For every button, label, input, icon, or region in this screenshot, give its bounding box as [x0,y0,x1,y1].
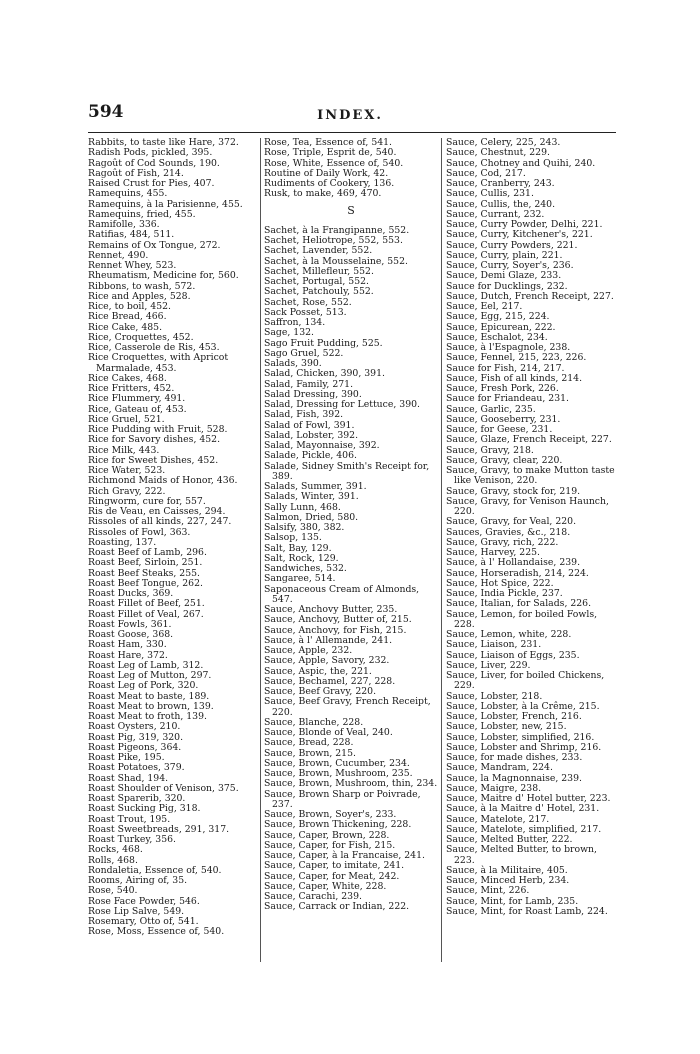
index-entry: Rheumatism, Medicine for, 560. [88,270,239,282]
index-entry: Sauce, Anchovy, for Fish, 215. [264,624,407,636]
index-entry: Richmond Maids of Honor, 436. [88,475,238,487]
index-entry: Sauce, Matelote, 217. [446,813,550,825]
index-entry: Roast Trout, 195. [88,813,171,825]
index-entry: Sauce, à la Maitre d' Hotel, 231. [446,803,600,815]
index-entry: Rice, Casserole de Ris, 453. [88,342,220,353]
index-entry: Sauces, Gravies, &c., 218. [446,526,571,538]
header-rule [88,132,616,133]
index-entry: Roast Meat to froth, 139. [88,711,207,722]
index-entry: Rice Croquettes, with Apricot Marmalade, 453. [88,352,229,374]
index-entry: Rice Fritters, 452. [88,383,175,394]
index-entry: Sauce, Curry, Kitchener's, 221. [446,229,593,241]
index-entry: Roast Beef of Lamb, 296. [88,547,207,558]
index-entry: Salad, Mayonnaise, 392. [264,440,380,451]
index-entry: Sandwiches, 532. [264,563,347,574]
index-entry: Sauce, Beef Gravy, 220. [264,686,377,697]
index-entry: Sauce, Liaison of Eggs, 235. [446,649,580,661]
index-entry: Sauce, Lemon, white, 228. [446,629,572,640]
index-entry: Sachet, Patchouly, 552. [264,286,374,298]
index-entry: Routine of Daily Work, 42. [264,167,389,179]
index-entry: Sauce, Cod, 217. [446,167,526,179]
index-entry: Sauce, Cullis, 231. [446,188,534,200]
index-entry: Roasting, 137. [88,536,157,548]
index-entry: Salads, Summer, 391. [264,481,367,492]
index-entry: Sauce, Gravy, rich, 222. [446,536,559,548]
index-entry: Sauce, Melted Butter, 222. [446,834,573,845]
column-divider [260,138,261,962]
index-entry: Salads, Winter, 391. [264,491,359,503]
index-entry: Sauce, Italian, for Salads, 226. [446,598,592,610]
index-entry: Rolls, 468. [88,854,138,866]
index-entry: Salade, Pickle, 406. [264,450,357,462]
index-entry: Sauce, Curry, plain, 221. [446,249,563,261]
index-entry: Rooms, Airing of, 35. [88,875,188,886]
index-entry: Sauce, Brown, Cucumber, 234. [264,757,410,769]
index-entry: Sauce, Apple, 232. [264,645,353,656]
index-entry: Sauce, Fresh Pork, 226. [446,383,559,394]
index-entry: Sauce, Mint, for Roast Lamb, 224. [446,905,608,917]
index-entry: Ratifias, 484, 511. [88,229,175,241]
index-entry: Ringworm, cure for, 557. [88,495,206,507]
index-entry: Sauce, Anchovy Butter, 235. [264,604,398,615]
index-entry: Remains of Ox Tongue, 272. [88,239,221,251]
index-entry: Sauce, Caper, for Meat, 242. [264,870,400,882]
index-entry: Sauce, Lobster, à la Crême, 215. [446,700,600,712]
index-entry: Salsify, 380, 382. [264,522,345,533]
index-entry: Rose Face Powder, 546. [88,895,200,907]
index-entry: Sauce, Lobster, new, 215. [446,721,567,733]
index-entry: Sauce, Brown Sharp or Poivrade, 237. [264,788,421,810]
index-entry: Salad, Chicken, 390, 391. [264,368,385,380]
index-entry: Sauce for Ducklings, 232. [446,280,568,292]
index-entry: Sauce, Curry Powders, 221. [446,239,578,251]
index-entry: Roast Pike, 195. [88,752,165,763]
index-entry: Ragoût of Fish, 214. [88,167,184,179]
index-entry: Sauce, la Magnonnaise, 239. [446,772,582,784]
index-entry: Saffron, 134. [264,317,326,328]
index-entry: Sauce, Lobster, 218. [446,690,543,702]
index-entry: Rice Cakes, 468. [88,372,167,384]
index-entry: Sauce, Maigre, 238. [446,782,542,794]
index-entry: Sauce, Curry Powder, Delhi, 221. [446,219,603,230]
index-entry: Rice, Gateau of, 453. [88,403,187,415]
index-entry: Sauce, Horseradish, 214, 224. [446,567,589,579]
index-entry: Sauce, Epicurean, 222. [446,321,556,333]
index-entry: Salads, 390. [264,358,322,369]
index-entry: Roast Goose, 368. [88,629,174,640]
index-entry: Sangaree, 514. [264,573,336,585]
index-entry: Rice for Savory dishes, 452. [88,434,221,446]
index-entry: Sauce, for Geese, 231. [446,424,553,435]
index-entry: Sauce for Friandeau, 231. [446,393,569,405]
index-entry: Rose, Moss, Essence of, 540. [88,926,225,938]
index-entry: Ramequins, 455. [88,188,168,200]
index-entry: Sauce, Brown, Mushroom, 235. [264,768,413,779]
index-entry: Rice and Apples, 528. [88,290,191,302]
index-entry: Roast Meat to brown, 139. [88,700,214,712]
index-entry: Rice, to boil, 452. [88,301,171,312]
index-entry: Salmon, Dried, 580. [264,511,359,523]
index-entry: Sauce, Chotney and Quihi, 240. [446,157,596,169]
index-entry: Salade, Sidney Smith's Receipt for, 389. [264,460,430,482]
index-entry: Sauce, Curry, Soyer's, 236. [446,260,574,271]
index-entry: Sauce, Gravy, clear, 220. [446,454,563,466]
index-entry: Rondaletia, Essence of, 540. [88,864,222,876]
index-entry: Sauce, Caper, White, 228. [264,880,387,892]
index-entry: Sauce, Celery, 225, 243. [446,138,561,148]
index-entry: Roast Leg of Mutton, 297. [88,670,212,681]
index-entry: Rissoles of Fowl, 363. [88,526,191,538]
index-entry: Sauce, Gooseberry, 231. [446,413,561,425]
index-entry: Rice Gruel, 521. [88,413,165,425]
index-entry: Sauce, Liaison, 231. [446,639,542,651]
index-entry: Sauce, Lobster, French, 216. [446,711,582,722]
index-entry: Sauce, Fennel, 215, 223, 226. [446,352,587,364]
index-entry: Sauce, Brown, 215. [264,747,356,759]
index-entry: Roast Beef Steaks, 255. [88,567,200,579]
index-entry: Rice for Sweet Dishes, 452. [88,454,219,466]
index-entry: Sauce, Caper, Brown, 228. [264,829,390,841]
index-entry: Sauce, Mint, 226. [446,885,530,897]
index-entry: Sauce, Beef Gravy, French Receipt, 220. [264,696,431,718]
index-entry: Sauce, à la Militaire, 405. [446,864,568,876]
index-entry: Rocks, 468. [88,844,143,856]
index-entry: Sauce, à l' Hollandaise, 239. [446,557,581,569]
index-entry: Sachet, Millefleur, 552. [264,265,374,277]
index-entry: Roast Ducks, 369. [88,588,174,599]
index-entry: Sauce, Caper, for Fish, 215. [264,839,396,851]
index-entry: Sauce, Lemon, for boiled Fowls, 228. [446,608,598,630]
index-entry: Sauce, Cullis, the, 240. [446,198,556,210]
index-entry: Roast Fillet of Veal, 267. [88,608,204,620]
index-entry: Sauce, Bechamel, 227, 228. [264,675,396,687]
index-entry: Roast Pig, 319, 320. [88,731,184,743]
index-entry: Rose Lip Salve, 549. [88,905,185,917]
index-entry: Roast Fillet of Beef, 251. [88,598,205,610]
index-entry: Ramifolle, 336. [88,219,160,230]
index-entry: Roast Ham, 330. [88,639,167,651]
index-entry: Sauce, Glaze, French Receipt, 227. [446,434,612,446]
index-entry: Rich Gravy, 222. [88,485,166,497]
section-letter: S [347,203,355,217]
index-entry: Salad of Fowl, 391. [264,419,355,431]
index-entry: Sauce, Blanche, 228. [264,716,364,728]
index-entry: Sauce, Carachi, 239. [264,891,362,902]
index-entry: Sauce, Gravy, for Veal, 220. [446,516,577,528]
index-entry: Roast Oysters, 210. [88,721,181,733]
index-entry: Sack Posset, 513. [264,306,347,318]
index-entry: Ramequins, fried, 455. [88,208,196,220]
index-entry: Sachet, Portugal, 552. [264,276,369,287]
index-entry: Sauce, Aspic, the, 221. [264,665,372,677]
index-entry: Sauce, Chestnut, 229. [446,147,550,159]
index-entry: Salad Dressing, 390. [264,388,362,400]
index-entry: Salad, Dressing for Lettuce, 390. [264,399,420,410]
index-entry: Sauce, Minced Herb, 234. [446,875,570,886]
index-entry: Sauce, Melted Butter, to brown, 223. [446,844,597,866]
index-entry: Sauce for Fish, 214, 217. [446,362,565,374]
index-entry: Sauce, Brown Thickening, 228. [264,819,412,831]
index-entry: Rose, 540. [88,885,138,897]
index-entry: Ribbons, to wash, 572. [88,280,196,292]
index-entry: Sauce, for made dishes, 233. [446,752,583,763]
page-number: 594 [88,102,124,122]
index-entry: Sauce, Mandram, 224. [446,762,553,774]
index-entry: Ramequins, à la Parisienne, 455. [88,198,243,210]
index-entry: Rosemary, Otto of, 541. [88,916,199,927]
index-entry: Roast Leg of Lamb, 312. [88,659,204,671]
index-entry: Rennet, 490. [88,249,149,261]
index-entry: Sauce, Maitre d' Hotel butter, 223. [446,793,611,804]
index-entry: Sauce, India Pickle, 237. [446,588,563,599]
index-entry: Sauce, Demi Glaze, 233. [446,270,562,282]
index-column-2 [264,138,438,913]
index-entry: Rice Water, 523. [88,465,166,476]
index-entry: Sachet, Rose, 552. [264,296,352,308]
index-entry: Sauce, Garlic, 235. [446,403,536,415]
index-entry: Sauce, Lobster, simplified, 216. [446,731,595,743]
index-column-3 [446,138,616,917]
index-entry: Sachet, Lavender, 552. [264,245,373,257]
index-entry: Rose, Tea, Essence of, 541. [264,138,393,148]
index-entry: Sauce, Matelote, simplified, 217. [446,823,602,835]
column-divider [441,138,442,962]
index-entry: Sauce, Lobster and Shrimp, 216. [446,741,602,753]
index-entry: Rennet Whey, 523. [88,260,177,271]
page-title: INDEX. [317,108,383,123]
index-entry: Sauce, Carrack or Indian, 222. [264,901,410,913]
index-entry: Sauce, Gravy, to make Mutton taste like Venison, 220. [446,465,615,487]
index-entry: Sauce, Mint, for Lamb, 235. [446,895,579,907]
index-entry: Sauce, Gravy, for Venison Haunch, 220. [446,495,609,517]
index-entry: Roast Potatoes, 379. [88,762,185,774]
index-entry: Sauce, Egg, 215, 224. [446,311,550,323]
index-entry: Roast Beef Tongue, 262. [88,577,203,589]
index-entry: Radish Pods, pickled, 395. [88,147,213,159]
index-entry: Sally Lunn, 468. [264,501,341,513]
index-entry: Roast Meat to baste, 189. [88,690,210,702]
index-entry: Salad, Family, 271. [264,378,354,390]
index-entry: Salt, Bay, 129. [264,542,332,554]
index-entry: Sauce, Blonde of Veal, 240. [264,727,393,738]
index-entry: Roast Hare, 372. [88,649,168,661]
index-entry: Sauce, Bread, 228. [264,737,354,749]
index-entry: Sauce, à l' Allemande, 241. [264,634,393,646]
index-entry: Salsop, 135. [264,532,322,544]
index-entry: Salad, Lobster, 392. [264,429,359,441]
index-entry: Roast Turkey, 356. [88,834,176,845]
index-entry: Rice Flummery, 491. [88,393,186,405]
index-entry: Rabbits, to taste like Hare, 372. [88,138,239,148]
index-entry: Rusk, to make, 469, 470. [264,188,382,200]
index-entry: Sauce, Brown, Mushroom, thin, 234. [264,778,438,790]
index-entry: Rose, White, Essence of, 540. [264,157,404,169]
index-entry: Sauce, Liver, for boiled Chickens, 229. [446,670,605,692]
index-entry: Roast Beef, Sirloin, 251. [88,557,203,569]
index-entry: Rice Cake, 485. [88,321,163,333]
index-entry: Sauce, Currant, 232. [446,208,545,220]
index-entry: Rice, Croquettes, 452. [88,331,194,343]
index-entry: Rudiments of Cookery, 136. [264,178,395,189]
index-entry: Roast Shad, 194. [88,772,169,784]
index-entry: Sauce, Apple, Savory, 232. [264,655,390,667]
index-entry: Rice Pudding with Fruit, 528. [88,424,228,435]
index-entry: Roast Sweetbreads, 291, 317. [88,823,230,835]
index-entry: Salt, Rock, 129. [264,552,339,564]
index-entry: Sauce, Gravy, stock for, 219. [446,485,581,497]
index-entry: Ris de Veau, en Caisses, 294. [88,506,226,517]
index-entry: Sauce, Harvey, 225. [446,547,540,558]
index-entry: Sauce, Anchovy, Butter of, 215. [264,614,412,626]
index-entry: Rissoles of all kinds, 227, 247. [88,516,232,528]
index-entry: Sauce, Eschalot, 234. [446,331,548,343]
index-entry: Sachet, Heliotrope, 552, 553. [264,235,403,246]
index-entry: Roast Sparerib, 320. [88,793,186,804]
index-entry: Sago Gruel, 522. [264,347,344,359]
index-entry: Roast Fowls, 361. [88,618,172,630]
index-entry: Sauce, Brown, Soyer's, 233. [264,809,397,820]
index-entry: Salad, Fish, 392. [264,409,344,421]
index-entry: Sauce, Hot Spice, 222. [446,577,554,589]
index-entry: Sachet, à la Mousselaine, 552. [264,255,408,267]
index-entry: Sauce, Liver, 229. [446,659,531,671]
index-entry: Sauce, Gravy, 218. [446,444,534,456]
index-entry: Rose, Triple, Esprit de, 540. [264,147,397,159]
index-entry: Saponaceous Cream of Almonds, 547. [264,583,420,605]
index-entry: Roast Leg of Pork, 320. [88,680,199,692]
index-column-1 [88,138,258,938]
index-entry: Sauce, à l'Espagnole, 238. [446,342,571,353]
index-entry: Sauce, Caper, à la Francaise, 241. [264,850,425,861]
index-entry: Rice Bread, 466. [88,311,167,323]
index-entry: Ragoût of Cod Sounds, 190. [88,157,220,169]
index-entry: Roast Pigeons, 364. [88,741,182,753]
index-entry: Sauce, Caper, to imitate, 241. [264,860,405,872]
index-entry: Sachet, à la Frangipanne, 552. [264,224,410,236]
index-entry: Sauce, Eel, 217. [446,301,523,312]
index-entry: Sage, 132. [264,327,314,339]
index-entry: Rice Milk, 443. [88,444,160,456]
index-entry: Sauce, Dutch, French Receipt, 227. [446,290,614,302]
index-entry: Roast Shoulder of Venison, 375. [88,782,239,794]
index-entry: Raised Crust for Pies, 407. [88,178,215,189]
index-entry: Sago Fruit Pudding, 525. [264,337,383,349]
index-entry: Roast Sucking Pig, 318. [88,803,201,815]
index-entry: Sauce, Cranberry, 243. [446,178,555,189]
index-entry: Sauce, Fish of all kinds, 214. [446,372,583,384]
